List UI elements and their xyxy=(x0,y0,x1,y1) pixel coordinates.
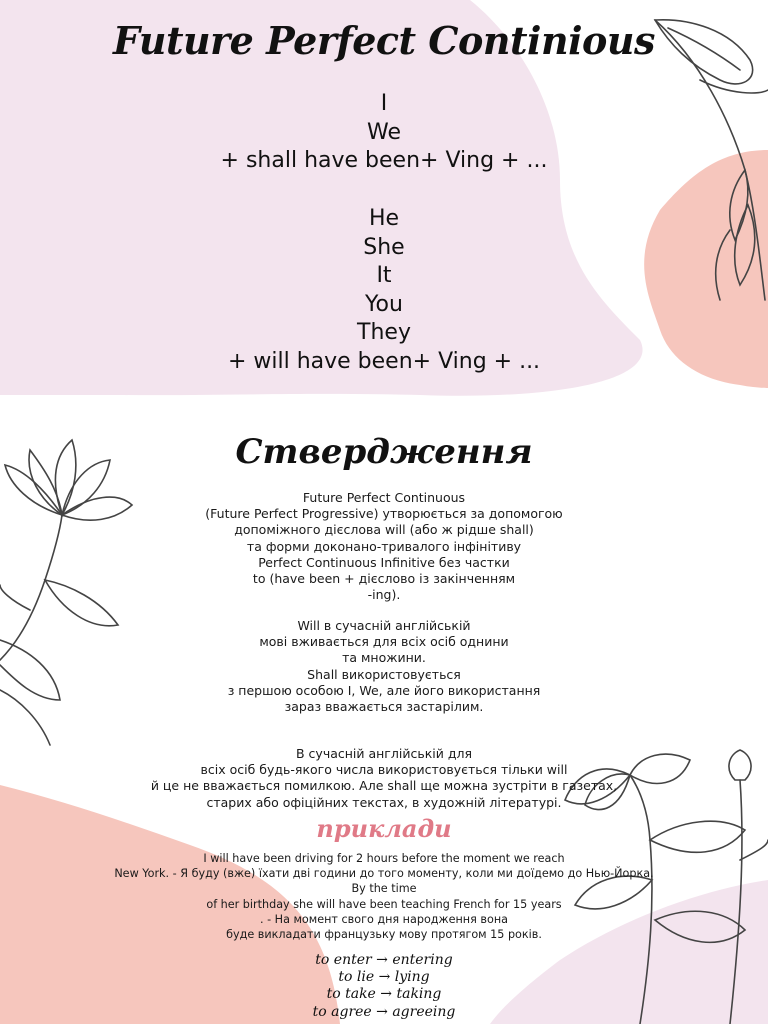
examples-list xyxy=(0,851,768,942)
text-line: Perfect Continuous Infinitive без частки xyxy=(258,554,510,570)
pronoun: It xyxy=(376,263,392,289)
example-line: By the time xyxy=(351,882,417,896)
pronoun: He xyxy=(368,206,400,231)
pronoun: They xyxy=(357,320,411,346)
example-line: New York. - Я буду (вже) їхати дві години до того моменту, коли ми доїдемо до Нью-Йорка. xyxy=(114,867,654,881)
formula-rule-shall: + shall have been+ Ving + ... xyxy=(220,148,548,174)
verb-form: to agree → agreeing xyxy=(312,1003,456,1020)
verb-form: to take → taking xyxy=(326,986,442,1003)
text-line: to (have been + дієслово із закінченням xyxy=(252,571,516,587)
examples-heading: приклади xyxy=(316,814,452,843)
example-line: буде викладати французьку мову протягом 15 років. xyxy=(226,928,542,942)
text-line: всіх осіб будь-якого числа використовується тільки will xyxy=(200,762,568,778)
verb-form: to enter → entering xyxy=(315,952,453,968)
text-line: з першою особою I, We, але його використання xyxy=(227,682,541,698)
text-line: В сучасній англійській для xyxy=(296,746,472,761)
affirmative-heading: Ствердження xyxy=(235,432,533,472)
formula-shall xyxy=(0,90,768,176)
text-line: Shall використовується xyxy=(307,666,461,682)
formula-will xyxy=(0,205,768,377)
text-line: допоміжного дієслова will (або ж рідше shall) xyxy=(234,522,534,538)
pronoun: I xyxy=(380,91,388,116)
text-line: Future Perfect Continuous xyxy=(302,490,466,505)
verb-forms-list xyxy=(0,952,768,1021)
pronoun: You xyxy=(365,291,403,317)
pronoun: She xyxy=(363,234,405,260)
text-line: й це не вважається помилкою. Але shall ще можна зустріти в газетах, xyxy=(150,778,618,794)
text-line: (Future Perfect Progressive) утворюється за допомогою xyxy=(205,506,563,522)
text-line: Will в сучасній англійській xyxy=(297,618,471,633)
example-line: . - На момент свого дня народження вона xyxy=(259,912,509,926)
text-line: та множини. xyxy=(342,650,426,666)
text-line: мові вживається для всіх осіб однини xyxy=(259,634,509,650)
text-line: -ing). xyxy=(367,587,401,603)
verb-form: to lie → lying xyxy=(338,969,430,986)
example-line: I will have been driving for 2 hours before the moment we reach xyxy=(203,852,565,865)
paragraph-modern-usage xyxy=(0,746,768,811)
paragraph-will-shall xyxy=(0,618,768,715)
text-line: зараз вважається застарілим. xyxy=(284,699,484,715)
text-line: та форми доконано-тривалого інфінітиву xyxy=(246,538,522,554)
paragraph-formation xyxy=(0,490,768,603)
page-title: Future Perfect Continious xyxy=(113,18,655,63)
example-line: of her birthday she will have been teaching French for 15 years xyxy=(206,897,562,911)
pronoun: We xyxy=(367,119,401,145)
formula-rule-will: + will have been+ Ving + ... xyxy=(227,348,541,374)
text-line: старих або офіційних текстах, в художній літературі. xyxy=(206,794,562,810)
